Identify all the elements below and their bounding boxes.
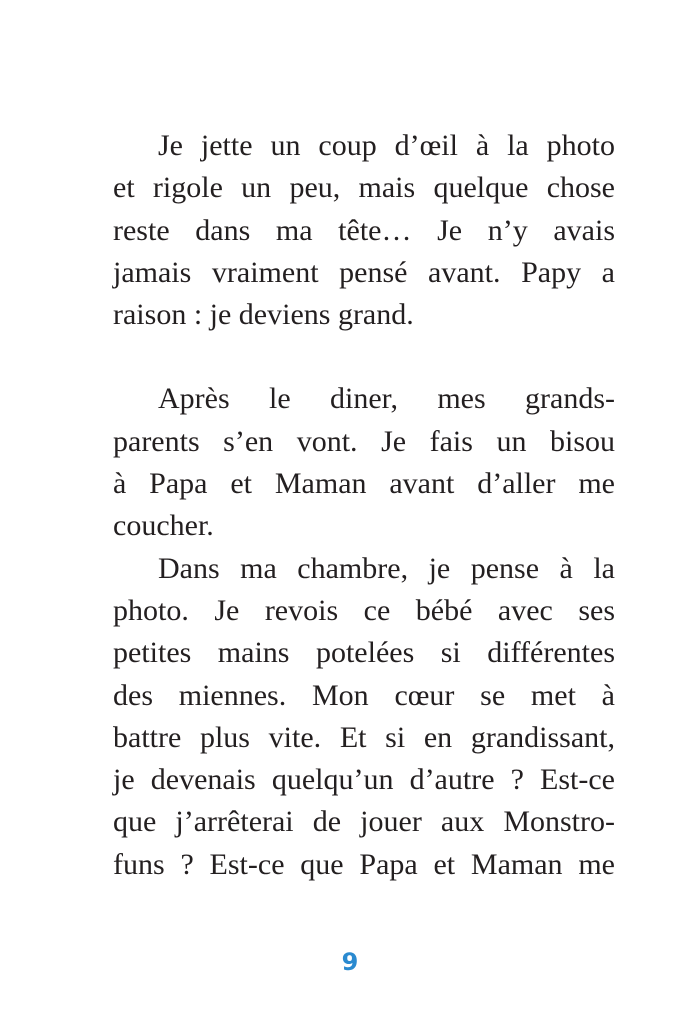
text-line: battre plus vite. Et si en grandissant, [113, 720, 615, 754]
paragraph [113, 378, 615, 547]
text-line: que j’arrêterai de jouer aux Monstro- [113, 805, 615, 839]
text-line: Je jette un coup d’œil à la photo [158, 129, 615, 162]
paragraph [113, 125, 615, 336]
text-line: je devenais quelqu’un d’autre ? Est-ce [113, 763, 615, 797]
text-line: à Papa et Maman avant d’aller me [113, 467, 615, 501]
body-text [113, 125, 615, 886]
page-number: 9 [341, 948, 359, 976]
text-line: jamais vraiment pensé avant. Papy a [113, 255, 615, 289]
text-line: photo. Je revois ce bébé avec ses [113, 593, 615, 627]
text-line: reste dans ma tête… Je n’y avais [113, 213, 615, 247]
text-line: funs ? Est-ce que Papa et Maman me [113, 847, 615, 881]
text-line: coucher. [113, 509, 214, 543]
text-line: Dans ma chambre, je pense à la [158, 551, 615, 585]
text-line: parents s’en vont. Je fais un bisou [113, 424, 615, 458]
paragraph [113, 548, 615, 886]
text-line: des miennes. Mon cœur se met à [113, 678, 615, 712]
text-line: et rigole un peu, mais quelque chose [113, 171, 615, 205]
text-line: Après le diner, mes grands- [158, 382, 615, 416]
text-line: raison : je deviens grand. [113, 298, 414, 332]
text-line: petites mains potelées si différentes [113, 636, 615, 670]
